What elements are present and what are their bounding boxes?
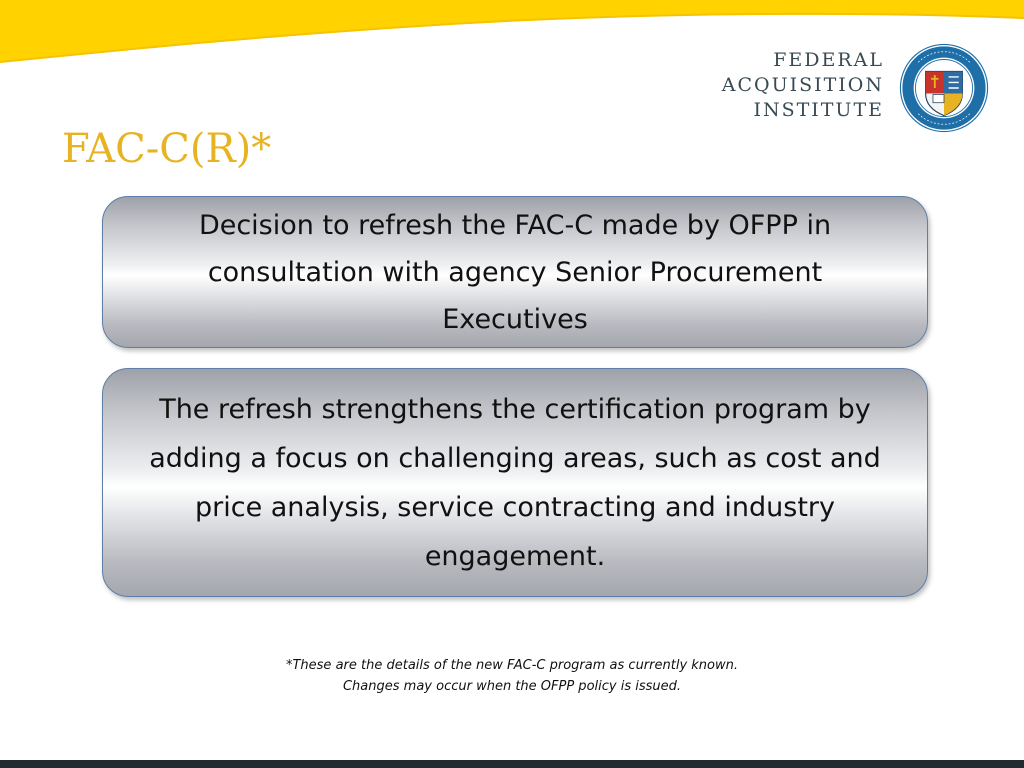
refresh-decision-box [102, 196, 928, 348]
fai-seal-icon [898, 42, 990, 134]
logo-line-acquisition: ACQUISITION [721, 74, 884, 96]
refresh-strengthens-text: The refresh strengthens the certification program by adding a focus on challenging areas, such as cost and price analysis, service contracting and industry engagement. [149, 393, 881, 572]
footnote [0, 655, 1024, 697]
logo-line-federal: FEDERAL [773, 49, 884, 71]
fai-logo-text [722, 48, 884, 123]
footnote-line-2: Changes may occur when the OFPP policy is issued. [342, 679, 682, 694]
slide-title: FAC-C(R)* [62, 126, 272, 172]
bottom-bar [0, 760, 1024, 768]
footnote-line-1: *These are the details of the new FAC-C program as currently known. [285, 658, 738, 673]
refresh-decision-text: Decision to refresh the FAC-C made by OFPP in consultation with agency Senior Procurement Executives [198, 209, 832, 335]
refresh-strengthens-box [102, 368, 928, 597]
logo-line-institute: INSTITUTE [753, 99, 884, 121]
